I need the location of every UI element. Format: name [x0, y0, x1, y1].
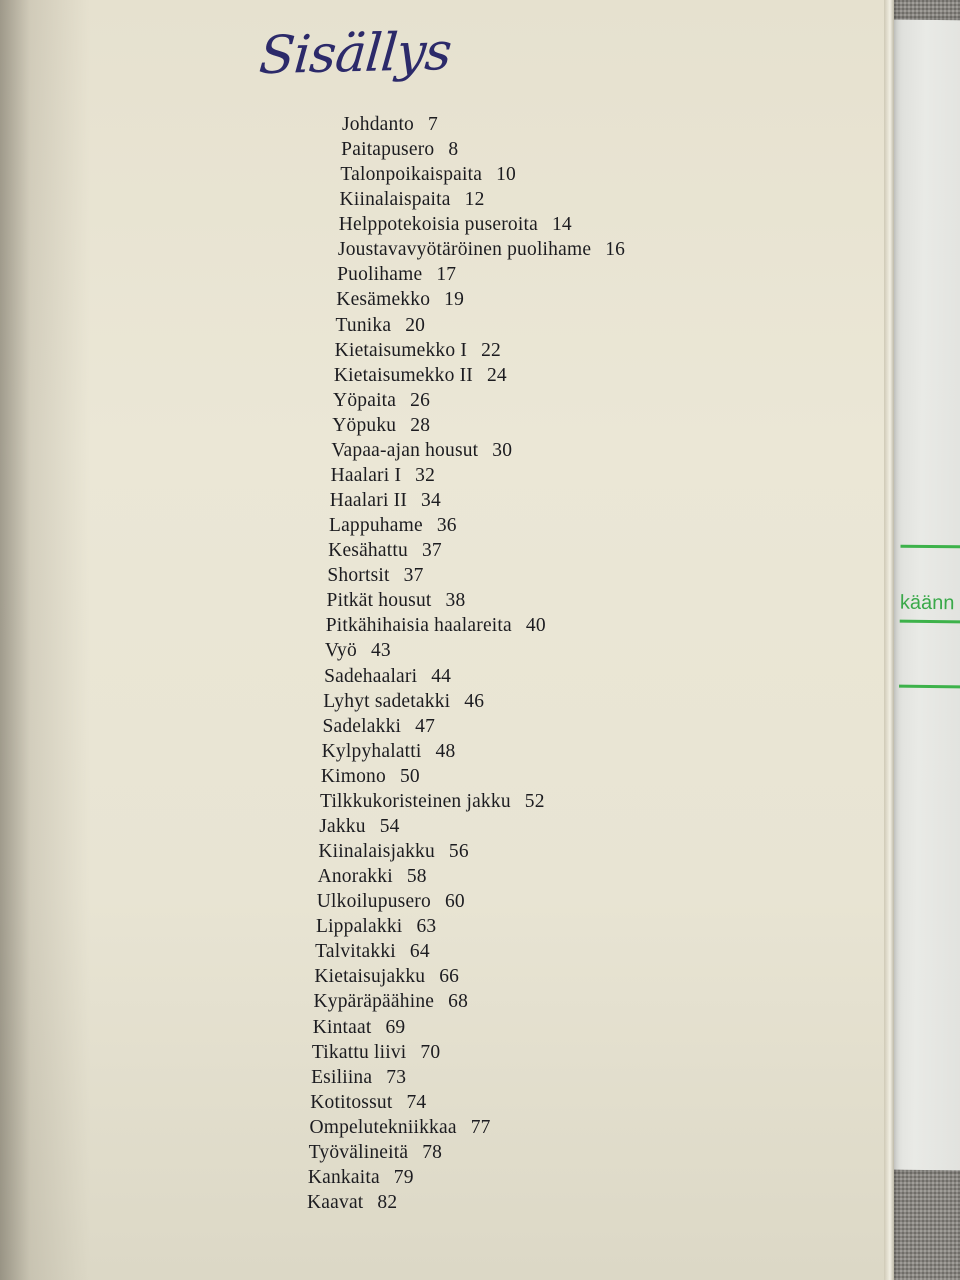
toc-entry-page-number: 19 — [444, 289, 465, 311]
toc-entry-page-number: 50 — [399, 765, 420, 787]
toc-entry — [314, 991, 469, 1013]
toc-entry-page-number: 28 — [410, 414, 431, 436]
toc-entry — [307, 1192, 397, 1214]
toc-entry-title: Helppotekoisia puseroita — [338, 214, 538, 236]
toc-entry-page-number: 8 — [448, 139, 459, 161]
toc-entry-title: Puolihame — [337, 264, 423, 286]
toc-entry — [309, 1117, 490, 1139]
toc-entry — [330, 490, 441, 512]
toc-entry-title: Lippalakki — [315, 916, 403, 938]
toc-entry-page-number: 77 — [470, 1116, 491, 1138]
toc-entry — [336, 289, 464, 311]
toc-entry-title: Pitkät housut — [326, 590, 432, 612]
toc-entry-title: Kietaisumekko II — [333, 364, 473, 386]
toc-entry-title: Tunika — [335, 314, 392, 336]
toc-entry — [342, 114, 438, 136]
toc-entry-title: Kietaisumekko I — [334, 339, 468, 361]
toc-entry-page-number: 58 — [406, 866, 427, 888]
toc-entry — [329, 515, 457, 537]
toc-entry-page-number: 46 — [464, 690, 485, 712]
toc-entry-page-number: 24 — [486, 364, 507, 386]
toc-entry — [337, 264, 456, 286]
toc-entry — [319, 816, 399, 838]
toc-entry-page-number: 54 — [379, 815, 400, 837]
green-rule — [900, 620, 960, 624]
toc-entry — [318, 866, 427, 888]
toc-entry-title: Talvitakki — [315, 941, 396, 963]
toc-entry — [313, 1017, 406, 1039]
toc-entry-title: Ulkoilupusero — [316, 891, 431, 913]
toc-entry — [335, 340, 501, 362]
toc-entry — [312, 1042, 440, 1064]
toc-entry-page-number: 20 — [405, 314, 426, 336]
toc-entry — [331, 440, 512, 462]
toc-entry — [327, 590, 466, 612]
toc-entry-page-number: 12 — [464, 189, 485, 211]
toc-entry — [323, 691, 484, 713]
toc-entry-page-number: 36 — [436, 515, 457, 537]
toc-entry — [328, 540, 442, 562]
toc-entry-title: Haalari II — [329, 490, 408, 512]
toc-entry-page-number: 48 — [435, 740, 456, 762]
toc-entry — [340, 189, 485, 211]
toc-entry-page-number: 22 — [481, 339, 502, 361]
toc-entry — [341, 139, 458, 161]
toc-entry-title: Talonpoikaispaita — [340, 164, 483, 186]
toc-entry — [322, 741, 456, 763]
toc-entry — [310, 1092, 426, 1114]
toc-entry — [334, 365, 507, 387]
toc-entry-page-number: 38 — [445, 590, 466, 612]
page-edge — [884, 0, 894, 1280]
toc-entry-page-number: 44 — [431, 665, 452, 687]
toc-entry-title: Anorakki — [317, 866, 393, 888]
toc-entry-title: Vyö — [324, 640, 357, 662]
toc-entry-title: Lyhyt sadetakki — [323, 690, 451, 712]
toc-entry-page-number: 10 — [496, 164, 517, 186]
toc-entry — [316, 916, 436, 938]
toc-entry-page-number: 64 — [409, 941, 430, 963]
toc-entry — [339, 214, 572, 236]
toc-entry-title: Kiinalaispaita — [339, 189, 451, 211]
toc-entry-title: Sadehaalari — [324, 665, 418, 687]
toc-entry-title: Jakku — [319, 815, 366, 837]
toc-entry-title: Kesämekko — [336, 289, 431, 311]
toc-entry-page-number: 37 — [403, 565, 424, 587]
toc-entry — [326, 615, 546, 637]
toc-entry-page-number: 74 — [406, 1091, 427, 1113]
toc-entry-title: Yöpuku — [332, 414, 397, 436]
toc-entry-title: Lappuhame — [328, 515, 423, 537]
green-rule — [900, 545, 960, 549]
toc-entry-page-number: 47 — [415, 715, 436, 737]
toc-entry — [308, 1167, 414, 1189]
toc-entry-page-number: 52 — [524, 790, 545, 812]
toc-entry-title: Kankaita — [307, 1166, 380, 1188]
toc-entry — [322, 716, 435, 738]
toc-entry — [333, 390, 430, 412]
toc-entry-title: Työvälineitä — [308, 1141, 409, 1163]
toc-entry — [321, 766, 420, 788]
toc-entry-page-number: 79 — [393, 1166, 414, 1188]
toc-entry — [331, 465, 435, 487]
toc-entry — [335, 315, 425, 337]
green-rule — [899, 685, 960, 689]
toc-entry-page-number: 82 — [377, 1192, 398, 1213]
toc-entry-page-number: 32 — [415, 464, 436, 486]
toc-entry-title: Esiliina — [311, 1066, 373, 1088]
toc-entry — [338, 239, 625, 261]
toc-entry-page-number: 56 — [448, 841, 469, 863]
toc-entry-page-number: 34 — [421, 490, 441, 512]
toc-entry-page-number: 68 — [448, 991, 469, 1013]
toc-entry-page-number: 40 — [525, 615, 546, 637]
toc-entry — [309, 1142, 443, 1164]
toc-entry-title: Sadelakki — [322, 715, 402, 737]
toc-entry-page-number: 63 — [416, 916, 437, 938]
toc-entry-title: Kiinalaisjakku — [318, 841, 435, 863]
toc-entry-title: Ompelutekniikkaa — [309, 1116, 457, 1138]
toc-entry-page-number: 16 — [605, 239, 626, 261]
toc-entry-title: Kaavat — [307, 1192, 364, 1213]
toc-entry — [332, 415, 430, 437]
toc-entry-title: Johdanto — [342, 114, 415, 135]
toc-entry-title: Yöpaita — [333, 389, 397, 411]
toc-entry — [325, 640, 391, 662]
toc-entry — [324, 666, 451, 688]
toc-entry-title: Haalari I — [330, 464, 402, 486]
toc-entry-title: Kimono — [320, 765, 386, 787]
toc-entry-title: Kintaat — [312, 1016, 372, 1038]
toc-entry — [320, 791, 545, 813]
page-title: Sisällys — [256, 21, 454, 87]
toc-entry-page-number: 43 — [370, 640, 391, 662]
toc-entry-page-number: 66 — [439, 966, 460, 988]
toc-entry — [327, 565, 423, 587]
toc-entry — [340, 164, 516, 186]
toc-entry-page-number: 30 — [492, 439, 513, 461]
toc-entry — [318, 841, 468, 863]
toc-entry-page-number: 14 — [551, 214, 572, 236]
toc-entry-page-number: 69 — [385, 1016, 406, 1038]
toc-entry-title: Paitapusero — [341, 139, 435, 161]
toc-entry-title: Kotitossut — [310, 1091, 393, 1113]
toc-entry — [311, 1067, 406, 1089]
toc-entry-page-number: 7 — [428, 114, 438, 135]
toc-entry-title: Kietaisujakku — [314, 966, 426, 988]
toc-entry-title: Shortsit — [327, 565, 390, 587]
toc-entry-title: Tikattu liivi — [311, 1041, 407, 1063]
toc-entry-title: Joustavavyötäröinen puolihame — [337, 239, 592, 261]
toc-entry-page-number: 37 — [421, 540, 442, 562]
toc-entry-title: Kypäräpäähine — [313, 991, 435, 1013]
toc-entry-page-number: 60 — [444, 891, 465, 913]
toc-entry — [317, 891, 465, 913]
toc-entry-page-number: 70 — [420, 1041, 441, 1063]
toc-entry-title: Kesähattu — [328, 540, 408, 562]
toc-entry-page-number: 78 — [422, 1141, 443, 1163]
toc-entry-page-number: 73 — [386, 1066, 407, 1088]
toc-entry-title: Kylpyhalatti — [321, 740, 422, 762]
toc-entry-title: Tilkkukoristeinen jakku — [320, 790, 511, 812]
toc-entry — [315, 941, 430, 963]
toc-entry-title: Pitkähihaisia haalareita — [325, 615, 512, 637]
toc-entry-page-number: 17 — [436, 264, 457, 286]
toc-entry-page-number: 26 — [410, 389, 431, 411]
background-sheet-text: käänn — [899, 591, 955, 615]
toc-entry — [314, 966, 459, 988]
toc-entry-title: Vapaa-ajan housut — [331, 439, 479, 461]
